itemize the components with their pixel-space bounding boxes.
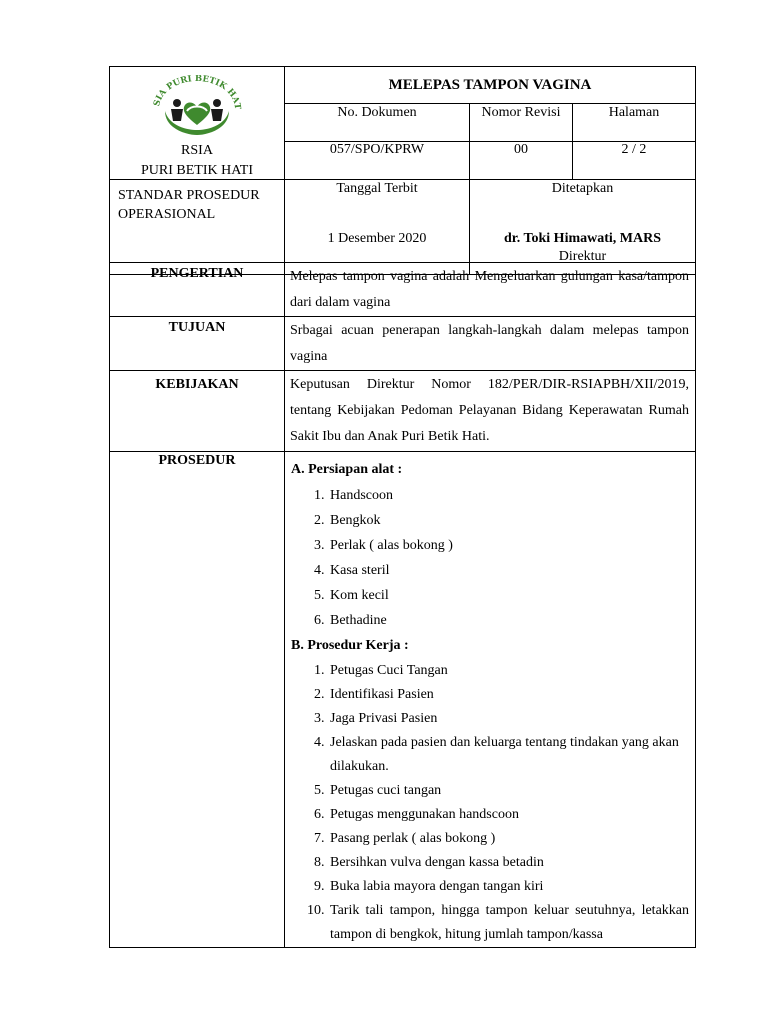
list-item: 7. Pasang perlak ( alas bokong ) — [328, 827, 689, 851]
pengertian-label: PENGERTIAN — [110, 263, 285, 317]
list-item: 6. Bethadine — [328, 608, 689, 633]
list-item: 4. Kasa steril — [328, 558, 689, 583]
ditetapkan-label: Ditetapkan — [551, 181, 614, 196]
kebijakan-text: Keputusan Direktur Nomor 182/PER/DIR-RSIAPBH/XII/2019, tentang Kebijakan Pedoman Pelayanan Bidang Keperawatan Rumah Sakit Ibu dan Anak Puri Betik Hati. — [285, 371, 696, 452]
nomor-revisi-label: Nomor Revisi — [470, 104, 573, 141]
logo-arc-text: SIA PURI BETIK HAT — [152, 75, 243, 111]
list-item: 4. Jelaskan pada pasien dan keluarga tentang tindakan yang akan dilakukan. — [328, 731, 689, 779]
tujuan-label: TUJUAN — [110, 317, 285, 371]
persiapan-alat-list — [290, 483, 689, 633]
list-item: 2. Bengkok — [328, 508, 689, 533]
ditetapkan-cell — [470, 180, 696, 275]
sop-label-line2: OPERASIONAL — [118, 207, 216, 222]
prosedur-kerja-list — [290, 659, 689, 947]
hospital-logo-icon — [147, 75, 247, 137]
tanggal-terbit-cell — [285, 180, 470, 275]
halaman-label: Halaman — [573, 104, 696, 141]
list-item: 1. Handscoon — [328, 483, 689, 508]
list-item: 9. Buka labia mayora dengan tangan kiri — [328, 875, 689, 899]
list-item: 1. Petugas Cuci Tangan — [328, 659, 689, 683]
kebijakan-label: KEBIJAKAN — [110, 371, 285, 452]
list-item: 5. Kom kecil — [328, 583, 689, 608]
signer-name: dr. Toki Himawati, MARS — [503, 231, 661, 246]
prosedur-kerja-title: B. Prosedur Kerja : — [291, 638, 409, 653]
nomor-revisi-value: 00 — [470, 141, 573, 179]
list-item: 3. Jaga Privasi Pasien — [328, 707, 689, 731]
list-item: 8. Bersihkan vulva dengan kassa betadin — [328, 851, 689, 875]
no-dokumen-value: 057/SPO/KPRW — [285, 141, 470, 179]
list-item: 5. Petugas cuci tangan — [328, 779, 689, 803]
prosedur-content — [285, 452, 696, 948]
pengertian-text: Melepas tampon vagina adalah Mengeluarkan gulungan kasa/tampon dari dalam vagina — [285, 263, 696, 317]
hospital-name-line1: RSIA — [181, 143, 213, 158]
tujuan-text: Srbagai acuan penerapan langkah-langkah dalam melepas tampon vagina — [285, 317, 696, 371]
halaman-value: 2 / 2 — [573, 141, 696, 179]
list-item: 2. Identifikasi Pasien — [328, 683, 689, 707]
document-title: MELEPAS TAMPON VAGINA — [285, 67, 696, 104]
persiapan-alat-title: A. Persiapan alat : — [291, 462, 403, 477]
list-item: 3. Perlak ( alas bokong ) — [328, 533, 689, 558]
signer-title: Direktur — [558, 249, 607, 264]
document-body — [109, 262, 696, 948]
hospital-logo-cell — [110, 67, 285, 180]
hospital-name-line2: PURI BETIK HATI — [141, 163, 253, 178]
list-item: 6. Petugas menggunakan handscoon — [328, 803, 689, 827]
sop-label-cell — [110, 180, 285, 275]
prosedur-label: PROSEDUR — [110, 452, 285, 948]
tanggal-terbit-label: Tanggal Terbit — [336, 181, 418, 196]
sop-label-line1: STANDAR PROSEDUR — [118, 188, 260, 203]
list-item: 10. Tarik tali tampon, hingga tampon keluar seutuhnya, letakkan tampon di bengkok, hitung jumlah tampon/kassa — [328, 899, 689, 947]
tanggal-terbit-value: 1 Desember 2020 — [327, 231, 427, 246]
no-dokumen-label: No. Dokumen — [285, 104, 470, 141]
document-header — [109, 66, 696, 275]
